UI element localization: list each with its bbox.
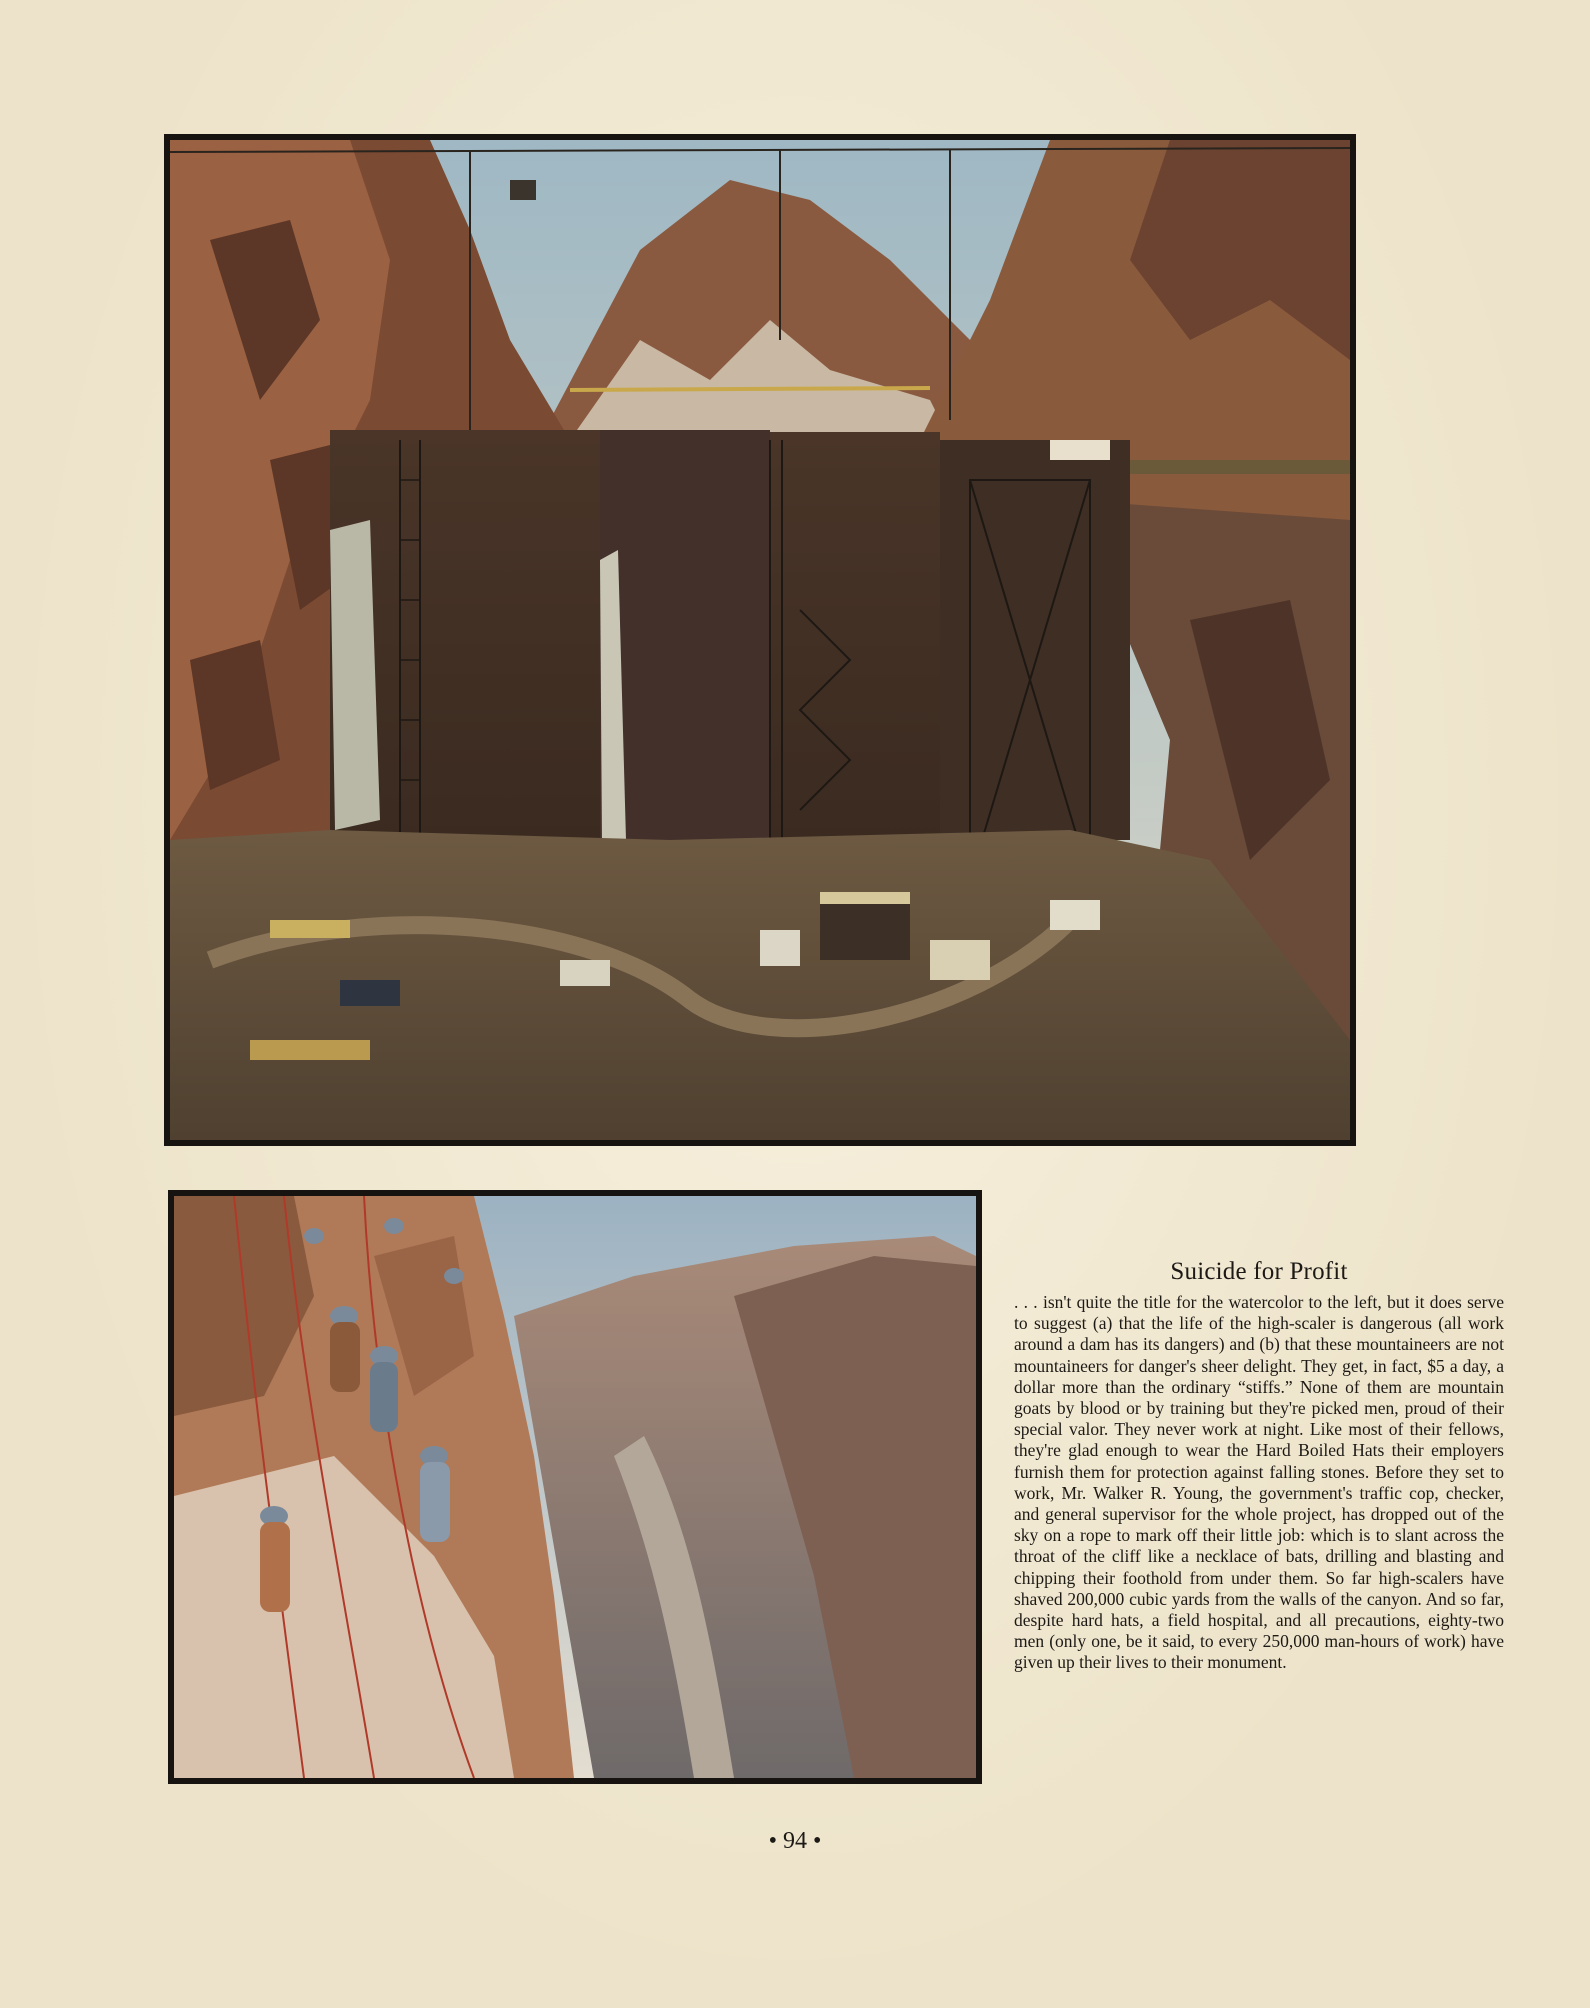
article-caption	[1014, 1258, 1504, 1674]
article-heading: Suicide for Profit	[1170, 1258, 1348, 1285]
page-number: • 94 •	[768, 1828, 822, 1854]
dam-painting-graphic	[170, 140, 1350, 1140]
high-scalers-watercolor	[168, 1190, 982, 1784]
article-body: . . . isn't quite the title for the watercolor to the left, but it does serve to suggest (a) that the life of the high-scaler is dangerous (all work around a dam has its dangers) and (b) that these mountaineers are not mountaineers for danger's sheer delight. They get, in fact, $5 a day, a dollar more than the ordinary “stiffs.” None of them are mountain goats by blood or by training but they're picked men, proud of their special valor. They never work at night. Like most of their fellows, they're glad enough to wear the Hard Boiled Hats their employers furnish them for protection against falling stones. Before they set to work, Mr. Walker R. Young, the government's traffic cop, checker, and general supervisor for the whole project, has dropped out of the sky on a rope to mark off their little job: which is to slant across the throat of the cliff like a necklace of bats, drilling and blasting and chipping their foothold from under them. So far high-scalers have shaved 200,000 cubic yards from the walls of the canyon. And so far, despite hard hats, a field hospital, and all precautions, eighty-two men (only one, be it said, to every 250,000 man-hours of work) have given up their lives to their monument.	[1014, 1292, 1504, 1673]
high-scalers-painting-graphic	[174, 1196, 976, 1778]
dam-construction-watercolor	[164, 134, 1356, 1146]
